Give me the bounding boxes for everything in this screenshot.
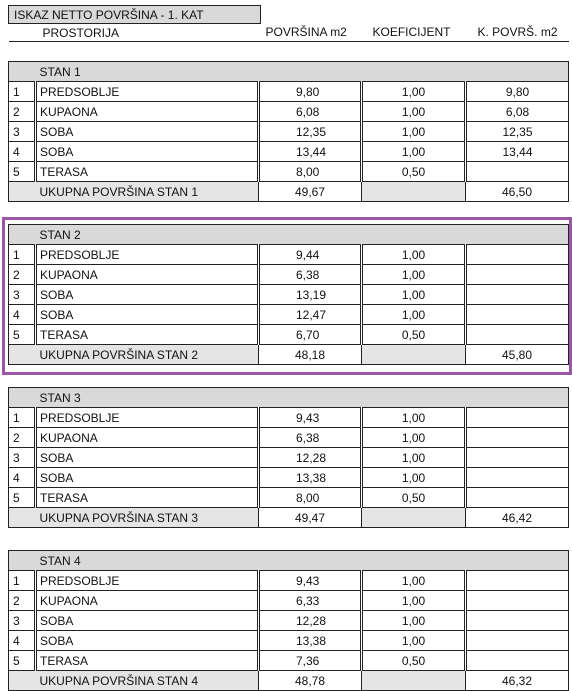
- row-number: 3: [9, 285, 36, 305]
- row-number: 3: [9, 122, 36, 142]
- room-area: 9,43: [259, 408, 362, 428]
- room-reduced-area: [466, 488, 569, 508]
- room-name: TERASA: [36, 325, 259, 345]
- col-header-room: PROSTORIJA: [9, 24, 261, 42]
- room-reduced-area: [466, 651, 569, 671]
- room-coefficient: 1,00: [362, 245, 466, 265]
- room-name: TERASA: [36, 488, 259, 508]
- highlight-frame-stan-2: [2, 217, 572, 375]
- room-name: SOBA: [36, 122, 259, 142]
- table-title: ISKAZ NETTO POVRŠINA - 1. KAT: [9, 6, 261, 24]
- room-name: SOBA: [36, 285, 259, 305]
- room-name: PREDSOBLJE: [36, 82, 259, 102]
- total-area: 49,47: [259, 508, 362, 528]
- room-name: PREDSOBLJE: [36, 571, 259, 591]
- room-name: SOBA: [36, 611, 259, 631]
- table-row: [9, 162, 569, 182]
- apartment-total-row: [9, 508, 569, 528]
- room-area: 6,33: [259, 591, 362, 611]
- apartment-header-row: [9, 62, 569, 82]
- apartment-table-4: [8, 550, 569, 691]
- room-reduced-area: [466, 591, 569, 611]
- table-row: [9, 448, 569, 468]
- room-coefficient: 1,00: [362, 468, 466, 488]
- room-name: SOBA: [36, 631, 259, 651]
- row-number: 2: [9, 428, 36, 448]
- apartment-header-row: [9, 388, 569, 408]
- room-name: KUPAONA: [36, 591, 259, 611]
- room-area: 12,35: [259, 122, 362, 142]
- total-label: UKUPNA POVRŠINA STAN 1: [36, 182, 259, 202]
- room-area: 13,38: [259, 468, 362, 488]
- room-name: TERASA: [36, 162, 259, 182]
- row-number: 1: [9, 571, 36, 591]
- row-number: 2: [9, 591, 36, 611]
- row-number: 1: [9, 245, 36, 265]
- room-name: SOBA: [36, 468, 259, 488]
- room-coefficient: 0,50: [362, 488, 466, 508]
- row-number: 3: [9, 448, 36, 468]
- table-row: [9, 468, 569, 488]
- apartment-name: STAN 2: [36, 225, 259, 245]
- room-name: TERASA: [36, 651, 259, 671]
- total-label: UKUPNA POVRŠINA STAN 2: [36, 345, 259, 365]
- room-name: SOBA: [36, 305, 259, 325]
- row-number: 2: [9, 102, 36, 122]
- apartment-table-3: [8, 387, 569, 528]
- room-coefficient: 1,00: [362, 448, 466, 468]
- table-row: [9, 82, 569, 102]
- row-number: 5: [9, 488, 36, 508]
- row-number: 5: [9, 651, 36, 671]
- table-row: [9, 631, 569, 651]
- room-name: PREDSOBLJE: [36, 408, 259, 428]
- table-row: [9, 142, 569, 162]
- row-number: 4: [9, 468, 36, 488]
- room-coefficient: 0,50: [362, 651, 466, 671]
- row-number: 4: [9, 142, 36, 162]
- room-area: 6,38: [259, 428, 362, 448]
- room-coefficient: 1,00: [362, 102, 466, 122]
- column-headers: [9, 24, 569, 42]
- row-number: 4: [9, 305, 36, 325]
- room-name: PREDSOBLJE: [36, 245, 259, 265]
- total-label: UKUPNA POVRŠINA STAN 4: [36, 671, 259, 691]
- table-row: [9, 651, 569, 671]
- row-number: 5: [9, 325, 36, 345]
- apartment-name: STAN 4: [36, 551, 259, 571]
- apartment-name: STAN 3: [36, 388, 259, 408]
- room-area: 12,28: [259, 611, 362, 631]
- room-coefficient: 1,00: [362, 591, 466, 611]
- room-coefficient: 1,00: [362, 265, 466, 285]
- apartment-total-row: [9, 671, 569, 691]
- room-reduced-area: [466, 571, 569, 591]
- room-name: KUPAONA: [36, 265, 259, 285]
- col-header-area: POVRŠINA m2: [261, 24, 357, 42]
- total-area: 48,78: [259, 671, 362, 691]
- room-coefficient: 1,00: [362, 571, 466, 591]
- table-row: [9, 102, 569, 122]
- table-header: [8, 5, 569, 42]
- room-coefficient: 1,00: [362, 611, 466, 631]
- row-number: 3: [9, 611, 36, 631]
- room-name: KUPAONA: [36, 102, 259, 122]
- table-row: [9, 591, 569, 611]
- total-area: 49,67: [259, 182, 362, 202]
- room-reduced-area: 13,44: [466, 142, 569, 162]
- room-coefficient: 1,00: [362, 122, 466, 142]
- row-number: 5: [9, 162, 36, 182]
- room-area: 13,19: [259, 285, 362, 305]
- room-coefficient: 1,00: [362, 82, 466, 102]
- room-reduced-area: 9,80: [466, 82, 569, 102]
- room-area: 8,00: [259, 162, 362, 182]
- title-row: [9, 6, 569, 24]
- row-number: 2: [9, 265, 36, 285]
- room-reduced-area: 6,08: [466, 102, 569, 122]
- room-reduced-area: [466, 162, 569, 182]
- room-reduced-area: [466, 631, 569, 651]
- room-area: 6,70: [259, 325, 362, 345]
- total-label: UKUPNA POVRŠINA STAN 3: [36, 508, 259, 528]
- room-area: 12,28: [259, 448, 362, 468]
- total-reduced-area: 46,32: [466, 671, 569, 691]
- apartment-table-1: [8, 61, 569, 202]
- room-coefficient: 1,00: [362, 408, 466, 428]
- room-reduced-area: 12,35: [466, 122, 569, 142]
- room-name: SOBA: [36, 448, 259, 468]
- apartment-name: STAN 1: [36, 62, 259, 82]
- room-area: 9,43: [259, 571, 362, 591]
- room-area: 6,38: [259, 265, 362, 285]
- table-row: [9, 122, 569, 142]
- room-reduced-area: [466, 611, 569, 631]
- room-reduced-area: [466, 448, 569, 468]
- col-header-coefficient: KOEFICIJENT: [357, 24, 467, 42]
- room-name: SOBA: [36, 142, 259, 162]
- apartment-total-row: [9, 182, 569, 202]
- room-area: 6,08: [259, 102, 362, 122]
- room-coefficient: 1,00: [362, 428, 466, 448]
- room-coefficient: 1,00: [362, 305, 466, 325]
- total-reduced-area: 45,80: [466, 345, 569, 365]
- room-area: 8,00: [259, 488, 362, 508]
- total-area: 48,18: [259, 345, 362, 365]
- room-reduced-area: [466, 468, 569, 488]
- table-row: [9, 428, 569, 448]
- room-coefficient: 1,00: [362, 142, 466, 162]
- row-number: 1: [9, 408, 36, 428]
- total-reduced-area: 46,50: [466, 182, 569, 202]
- room-coefficient: 1,00: [362, 285, 466, 305]
- room-name: KUPAONA: [36, 428, 259, 448]
- room-area: 13,38: [259, 631, 362, 651]
- room-area: 12,47: [259, 305, 362, 325]
- row-number: 1: [9, 82, 36, 102]
- room-coefficient: 0,50: [362, 162, 466, 182]
- table-row: [9, 408, 569, 428]
- table-row: [9, 571, 569, 591]
- table-row: [9, 611, 569, 631]
- room-coefficient: 1,00: [362, 631, 466, 651]
- room-area: 9,44: [259, 245, 362, 265]
- row-number: 4: [9, 631, 36, 651]
- total-reduced-area: 46,42: [466, 508, 569, 528]
- room-reduced-area: [466, 408, 569, 428]
- room-area: 13,44: [259, 142, 362, 162]
- apartment-header-row: [9, 551, 569, 571]
- room-area: 7,36: [259, 651, 362, 671]
- room-reduced-area: [466, 428, 569, 448]
- col-header-reduced-area: K. POVRŠ. m2: [467, 24, 569, 42]
- room-area: 9,80: [259, 82, 362, 102]
- table-row: [9, 488, 569, 508]
- room-coefficient: 0,50: [362, 325, 466, 345]
